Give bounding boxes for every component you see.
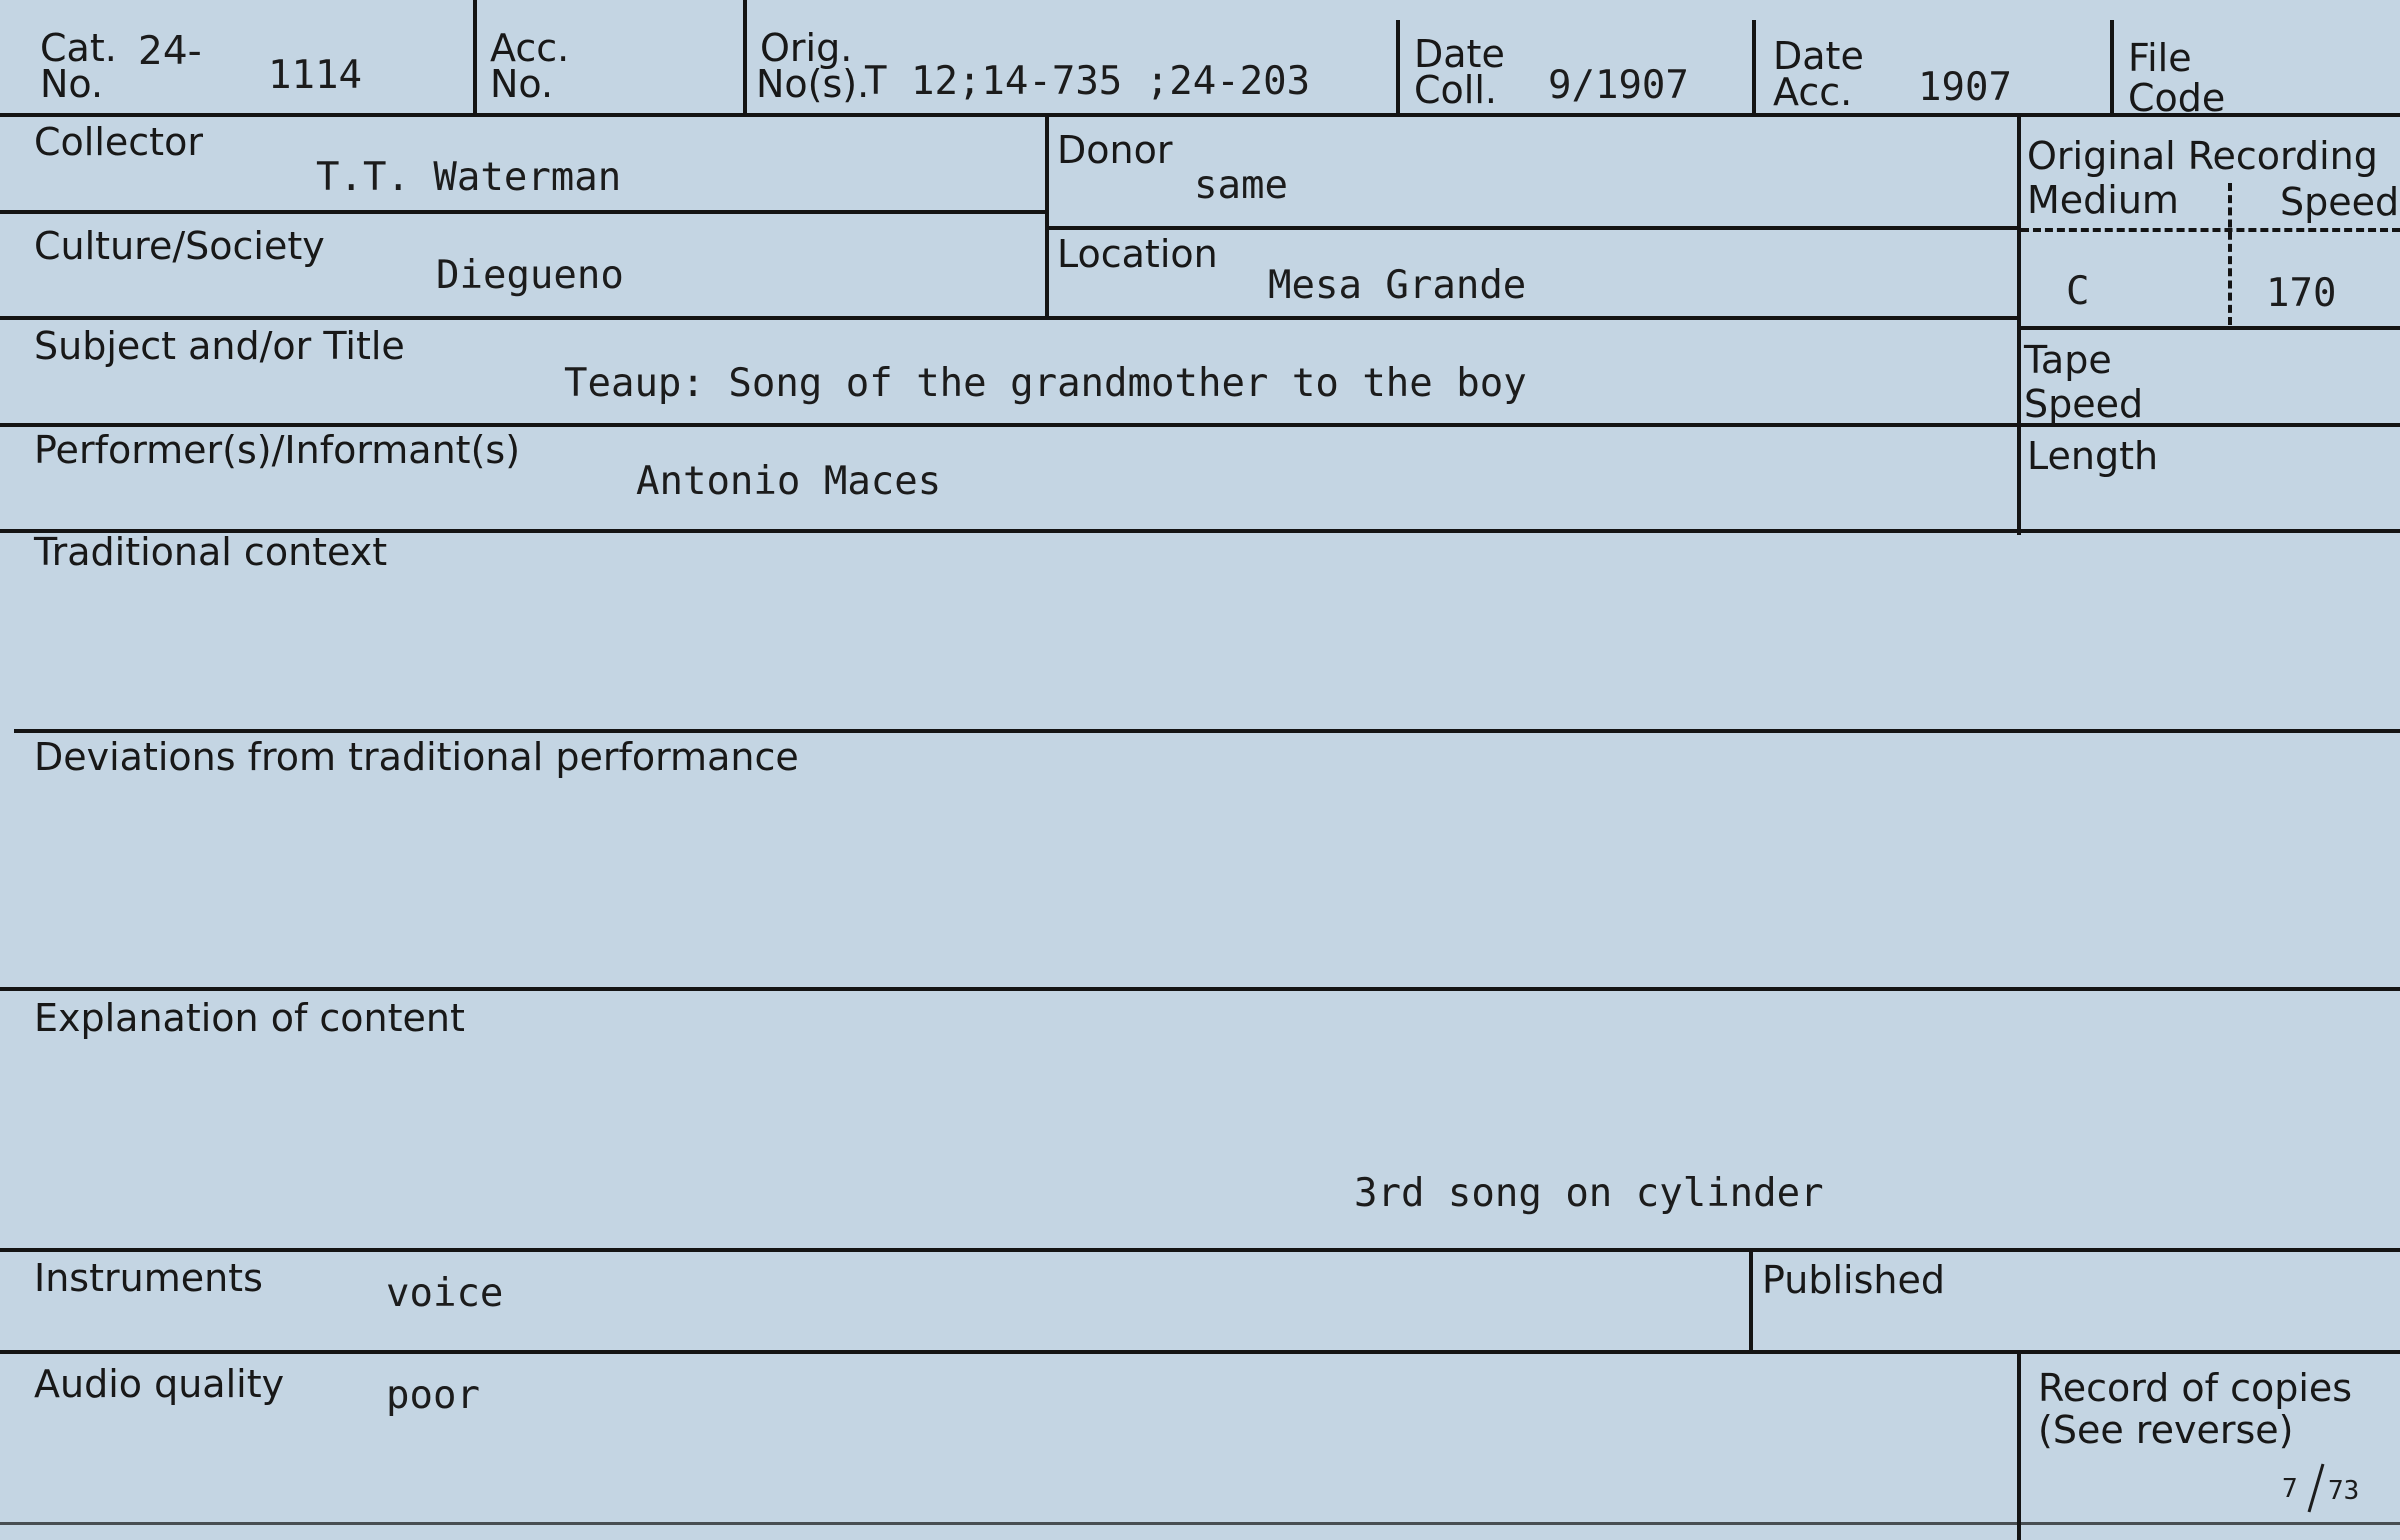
see-reverse-label: (See reverse) <box>2038 1408 2294 1452</box>
audio-quality-value: poor <box>386 1373 480 1418</box>
date-coll-value: 9/1907 <box>1548 63 1689 108</box>
original-recording-label: Original Recording <box>2027 134 2378 178</box>
rule-card-bottom-edge <box>0 1522 2400 1525</box>
audio-quality-label: Audio quality <box>34 1362 285 1406</box>
rule-instruments-published <box>1749 1248 1753 1354</box>
rule-collector-bottom <box>0 210 1047 214</box>
instruments-value: voice <box>386 1271 504 1316</box>
speed-value: 170 <box>2266 271 2337 316</box>
rule-dateacc-file <box>2110 20 2114 115</box>
location-label: Location <box>1057 232 1218 276</box>
cat-no-label-top: Cat. <box>40 26 117 70</box>
rule-header-bottom <box>0 113 2400 117</box>
explanation-label: Explanation of content <box>34 996 465 1040</box>
speed-label: Speed <box>2280 180 2400 224</box>
rule-cat-acc <box>473 0 477 115</box>
rule-explanation-bottom <box>0 1248 2400 1252</box>
explanation-value: 3rd song on cylinder <box>1354 1171 1824 1216</box>
orig-nos-value: T 12;14-735 ;24-203 <box>864 59 1311 104</box>
copies-fraction-top: 7 <box>2282 1474 2298 1504</box>
donor-label: Donor <box>1057 128 1173 172</box>
rule-medium-speed-dash <box>2228 183 2232 325</box>
rule-acc-orig <box>743 0 747 115</box>
date-coll-label-top: Date <box>1414 32 1505 76</box>
donor-value: same <box>1194 163 1288 208</box>
published-label: Published <box>1762 1258 1945 1302</box>
length-label: Length <box>2027 434 2159 478</box>
date-acc-label-top: Date <box>1773 34 1864 78</box>
medium-label: Medium <box>2027 178 2179 222</box>
acc-no-label-bottom: No. <box>490 62 554 106</box>
file-code-label-bottom: Code <box>2128 76 2226 120</box>
location-value: Mesa Grande <box>1268 263 1527 308</box>
cat-no-prefix: 24- <box>138 29 202 74</box>
performer-label: Performer(s)/Informant(s) <box>34 428 521 472</box>
instruments-label: Instruments <box>34 1256 263 1300</box>
deviations-label: Deviations from traditional performance <box>34 735 799 779</box>
rule-deviations-bottom <box>0 987 2400 991</box>
copies-fraction-bottom: 73 <box>2328 1476 2360 1506</box>
rule-donor-bottom <box>1045 226 2020 230</box>
rule-recording-dash <box>2021 228 2400 232</box>
tape-speed-label-bottom: Speed <box>2024 382 2144 426</box>
subject-label: Subject and/or Title <box>34 324 405 368</box>
file-code-label-top: File <box>2128 36 2192 80</box>
orig-nos-label-bottom: No(s). <box>756 62 870 106</box>
collector-value: T.T. Waterman <box>316 155 622 200</box>
culture-value: Diegueno <box>436 253 624 298</box>
traditional-context-label: Traditional context <box>34 530 388 574</box>
rule-recording-bottom <box>2017 326 2400 330</box>
performer-value: Antonio Maces <box>636 459 942 504</box>
orig-nos-label-top: Orig. <box>760 26 853 70</box>
rule-left-mid <box>1045 115 1049 320</box>
cat-no-value: 1114 <box>268 53 362 98</box>
tape-speed-label-top: Tape <box>2024 338 2112 382</box>
culture-label: Culture/Society <box>34 224 325 268</box>
subject-value: Teaup: Song of the grandmother to the boy <box>564 361 1527 406</box>
cat-no-label-bottom: No. <box>40 62 104 106</box>
rule-culture-bottom <box>0 316 2020 320</box>
rule-audio-copies <box>2017 1354 2021 1540</box>
acc-no-label-top: Acc. <box>490 26 570 70</box>
rule-orig-datecoll <box>1396 20 1400 115</box>
medium-value: C <box>2066 269 2090 314</box>
date-coll-label-bottom: Coll. <box>1414 68 1497 112</box>
collector-label: Collector <box>34 120 203 164</box>
rule-instruments-bottom <box>0 1350 2400 1354</box>
record-of-copies-label: Record of copies <box>2038 1366 2353 1410</box>
fraction-slash-icon <box>2306 1462 2326 1514</box>
rule-datecoll-dateacc <box>1752 20 1756 115</box>
rule-right-column <box>2017 115 2021 535</box>
date-acc-label-bottom: Acc. <box>1773 70 1853 114</box>
rule-context-bottom <box>14 729 2400 733</box>
date-acc-value: 1907 <box>1918 65 2012 110</box>
